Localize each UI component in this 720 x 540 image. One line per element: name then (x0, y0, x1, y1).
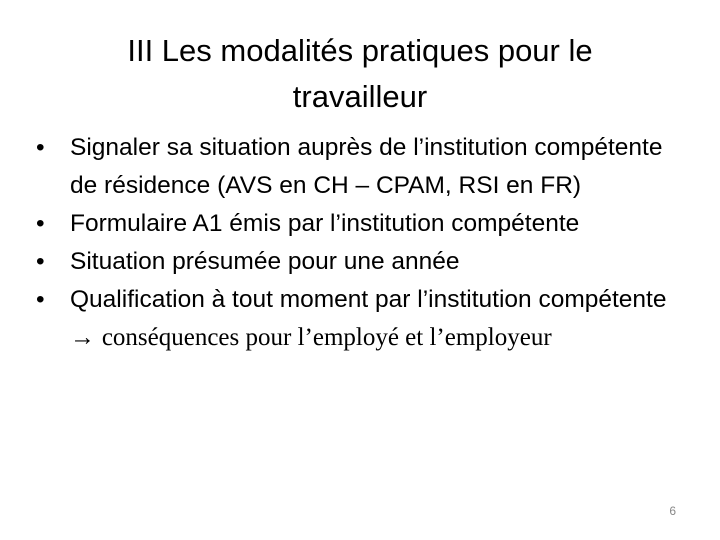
bullet-item (36, 205, 686, 243)
slide-title (70, 28, 650, 120)
arrow-icon: → (70, 324, 95, 351)
bullet-text: Signaler sa situation auprès de l’institution compétente de résidence (AVS en CH – CPAM, RSI en FR) (70, 134, 663, 199)
bullet-continuation-text: conséquences pour l’employé et l’employeur (101, 324, 552, 351)
bullet-item (36, 243, 686, 281)
bullet-item (36, 129, 686, 205)
bullet-list (36, 129, 686, 357)
bullet-icon: • (36, 134, 45, 161)
bullet-text: Formulaire A1 émis par l’institution compétente (70, 210, 580, 237)
slide-title-line-1: III Les modalités pratiques pour le (127, 33, 593, 68)
bullet-item (36, 281, 686, 357)
bullet-icon: • (36, 286, 45, 313)
page-number: 6 (669, 504, 676, 518)
bullet-icon: • (36, 248, 45, 275)
bullet-icon: • (36, 210, 45, 237)
bullet-text: Situation présumée pour une année (70, 248, 460, 275)
bullet-text: Qualification à tout moment par l’institution compétente (70, 286, 667, 313)
slide-title-line-2: travailleur (292, 79, 428, 114)
